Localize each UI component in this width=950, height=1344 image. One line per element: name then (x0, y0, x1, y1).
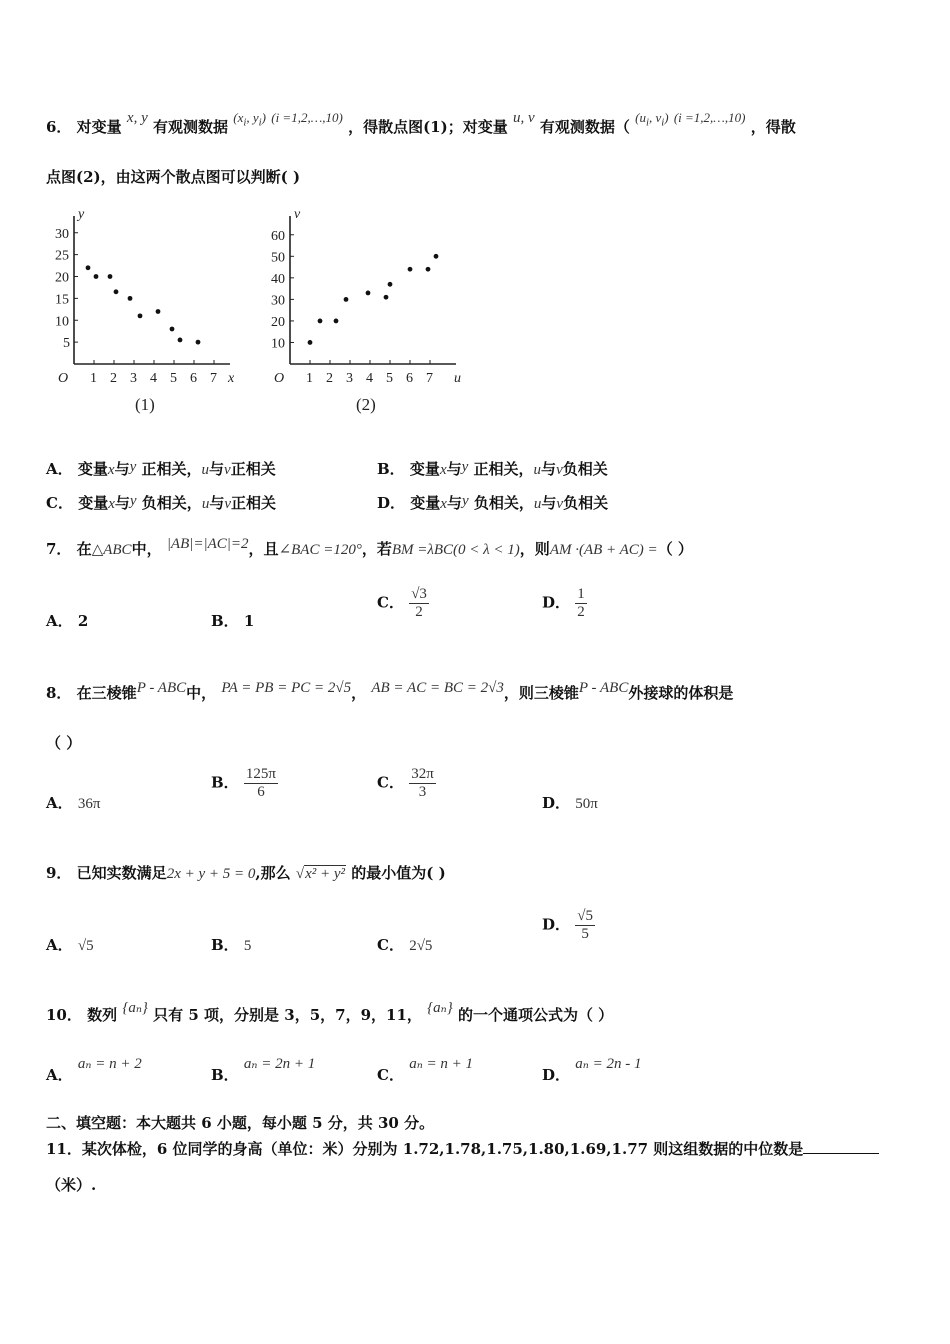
y-tick-label: 5 (63, 336, 70, 352)
denominator: 2 (577, 604, 585, 620)
option-value: √5 (77, 938, 94, 954)
q7-text: ，若 (361, 540, 392, 558)
data-point (308, 340, 313, 345)
data-point (114, 289, 119, 294)
q6-data-xy-text: (x (233, 110, 244, 125)
q7-text: ，且 (248, 540, 279, 558)
q8-text: ， (351, 684, 367, 702)
option-label: B． (211, 1066, 239, 1084)
q10-number: 10． (46, 1006, 82, 1024)
q10-option-b[interactable] (211, 1052, 316, 1084)
figure-caption: (1) (135, 395, 155, 414)
option-text: 变量 (77, 460, 108, 478)
data-point (388, 282, 393, 287)
y-tick-label: 50 (271, 250, 285, 266)
option-text: 与 (446, 460, 462, 478)
q8-option-d[interactable] (542, 792, 598, 813)
q10-option-d[interactable] (542, 1052, 642, 1084)
q7-cond3: BM =λBC(0 < λ < 1) (391, 542, 520, 558)
q9-text: 已知实数满足 (76, 864, 167, 882)
q6-range-1: (i =1,2,…,10) (271, 110, 343, 125)
option-text: 正相关 (230, 460, 276, 478)
q10-option-c[interactable] (377, 1052, 474, 1084)
q7-expr: AM ·(AB + AC) = (549, 542, 658, 558)
numerator: 1 (577, 586, 585, 602)
x-tick-label: 7 (210, 371, 217, 386)
q8-pyramid: P - ABC (136, 680, 187, 696)
x-tick-label: 1 (306, 371, 313, 386)
q6-line2: 点图(2)，由这两个散点图可以判断( ) (46, 168, 301, 186)
option-value: 2√5 (409, 938, 433, 954)
fraction (244, 766, 278, 801)
denominator: 5 (581, 926, 589, 942)
q8-number: 8． (46, 684, 72, 702)
data-point (156, 309, 161, 314)
q8-text: 外接球的体积是 (628, 684, 734, 702)
q10-text: 只有 5 项，分别是 3，5，7，9，11， (153, 1006, 422, 1024)
q6-text: ，得散 (750, 118, 796, 136)
numerator: √5 (577, 908, 593, 924)
option-text: 与 (446, 494, 462, 512)
q6-text: ，得散点图(1)；对变量 (348, 118, 508, 136)
denominator: 6 (257, 784, 265, 800)
x-tick-label: 3 (130, 371, 137, 386)
x-tick-label: 1 (90, 371, 97, 386)
q11-line2: （米）. (46, 1176, 97, 1194)
q9-cond: 2x + y + 5 = 0 (166, 866, 256, 882)
q6-vars-xy: x, y (126, 110, 148, 126)
q7-option-b[interactable] (211, 610, 254, 631)
q7-option-d[interactable] (542, 586, 587, 621)
data-point (94, 274, 99, 279)
option-value: aₙ = 2n - 1 (575, 1056, 642, 1072)
q7-number: 7． (46, 540, 72, 558)
option-label: A． (46, 460, 73, 478)
data-point (426, 267, 431, 272)
y-axis-label: v (294, 207, 301, 222)
option-label: A． (46, 936, 73, 954)
data-point (138, 313, 143, 318)
option-text: 负相关 (562, 460, 608, 478)
q10-option-a[interactable] (46, 1052, 142, 1084)
option-value: 2 (77, 612, 89, 630)
y-tick-label: 30 (55, 226, 69, 242)
figure-caption: (2) (356, 395, 376, 414)
q8-pyramid: P - ABC (578, 680, 629, 696)
q11-line1 (46, 1138, 879, 1159)
option-label: D． (542, 1066, 571, 1084)
q11-answer-blank[interactable] (803, 1153, 879, 1154)
y-axis-label: y (78, 207, 85, 222)
q6-option-b[interactable]: B． 变量x与y 正相关，u与v负相关 (377, 459, 608, 478)
y-tick-label: 15 (55, 292, 69, 308)
option-label: C． (46, 494, 73, 512)
fraction (575, 586, 587, 621)
q8-text: ，则三棱锥 (503, 684, 579, 702)
fraction (575, 908, 595, 943)
q7-cond1: |AB|=|AC|=2 (166, 536, 249, 552)
q10-line1 (46, 1000, 614, 1025)
q8-text: 中， (186, 684, 217, 702)
option-label: B． (211, 936, 239, 954)
y-tick-label: 40 (271, 271, 285, 287)
q6-vars-uv: u, v (512, 110, 535, 126)
numerator: √3 (411, 586, 427, 602)
x-axis-label: x (228, 371, 235, 386)
q9-option-a[interactable] (46, 934, 94, 955)
y-tick-label: 20 (271, 314, 285, 330)
x-tick-label: 2 (110, 371, 117, 386)
y-tick-label: 10 (55, 314, 69, 330)
x-axis-label: u (454, 371, 461, 386)
option-value: 50π (575, 796, 598, 812)
x-tick-label: 6 (190, 371, 197, 386)
q6-number: 6． (46, 118, 72, 136)
q7-text: 中， (131, 540, 162, 558)
option-label: C． (377, 593, 404, 612)
option-text: 与 (209, 460, 225, 478)
option-label: B． (211, 612, 239, 630)
q7-text: （ ） (657, 540, 693, 558)
q6-text: 有观测数据（ (539, 118, 630, 136)
option-text: 与 (541, 460, 557, 478)
x-tick-label: 2 (326, 371, 333, 386)
q10-sequence: {aₙ} (427, 1000, 453, 1016)
q6-option-d[interactable]: D． 变量x与y 负相关，u与v负相关 (377, 493, 609, 512)
option-text: 变量 (78, 494, 109, 512)
x-tick-label: 6 (406, 371, 413, 386)
option-text: 负相关， (473, 494, 534, 512)
data-point (170, 327, 175, 332)
q9-option-c[interactable] (377, 934, 432, 955)
data-point (366, 291, 371, 296)
option-label: B． (377, 460, 405, 478)
option-text: 与 (209, 494, 225, 512)
option-text: 正相关， (473, 460, 534, 478)
q7-option-a[interactable] (46, 610, 88, 631)
data-point (178, 338, 183, 343)
option-label: C． (377, 1066, 404, 1084)
q9-line1 (46, 862, 446, 883)
option-label: D． (542, 915, 571, 934)
q6-option-a[interactable]: A． 变量x与y 正相关，u与v正相关 (46, 459, 276, 478)
numerator: 32π (411, 766, 434, 782)
data-point (344, 297, 349, 302)
q6-line1 (46, 110, 796, 139)
x-tick-label: 4 (150, 371, 157, 386)
x-tick-label: 5 (170, 371, 177, 386)
q7-triangle: △ABC (91, 542, 132, 558)
data-point (384, 295, 389, 300)
q10-sequence: {aₙ} (122, 1000, 148, 1016)
denominator: 2 (415, 604, 423, 620)
q7-text: 在 (76, 540, 92, 558)
option-value: 1 (243, 612, 255, 630)
y-tick-label: 20 (55, 270, 69, 286)
q9-option-b[interactable] (211, 934, 251, 955)
q8-option-b[interactable] (211, 766, 278, 801)
option-text: 变量 (410, 494, 441, 512)
q10-text: 的一个通项公式为（ ） (457, 1006, 614, 1024)
data-point (318, 319, 323, 324)
data-point (86, 265, 91, 270)
denominator: 3 (418, 784, 427, 800)
q6-option-c[interactable]: C． 变量x与y 负相关，u与v正相关 (46, 493, 277, 512)
option-label: A． (46, 794, 73, 812)
q9-sqrt: √x² + y² (295, 866, 346, 882)
option-label: A． (46, 612, 73, 630)
y-tick-label: 60 (271, 228, 285, 244)
option-value: 36π (77, 796, 101, 812)
origin-label: O (274, 371, 285, 386)
q9-number: 9． (46, 864, 72, 882)
fraction (409, 586, 429, 621)
x-tick-label: 5 (386, 371, 393, 386)
q7-option-c[interactable] (377, 586, 429, 621)
y-tick-label: 30 (271, 293, 285, 309)
option-text: 负相关， (141, 494, 202, 512)
option-text: 负相关 (563, 494, 609, 512)
x-tick-label: 4 (366, 371, 373, 386)
option-label: D． (377, 494, 406, 512)
option-text: 与 (114, 460, 130, 478)
q7-cond2: ∠BAC =120° (278, 542, 362, 558)
data-point (334, 319, 339, 324)
x-tick-label: 3 (346, 371, 353, 386)
q8-option-a[interactable] (46, 792, 100, 813)
q6-text: 对变量 (76, 118, 122, 136)
option-text: 正相关 (231, 494, 277, 512)
q11-text: 11．某次体检，6 位同学的身高（单位：米）分别为 1.72,1.78,1.75,1.80,1.69,1.77 则这组数据的中位数是 (46, 1140, 804, 1158)
scatter-plot-2 (260, 198, 480, 428)
q9-option-d[interactable] (542, 908, 595, 943)
q9-text: ,那么 (255, 864, 291, 882)
option-value: aₙ = n + 2 (77, 1056, 142, 1072)
q6-data-uv: ($u_i$, $v_i$) (635, 110, 669, 129)
y-tick-label: 25 (55, 248, 69, 264)
data-point (434, 254, 439, 259)
q6-data-xy: ($x_i$, $y_i$) (233, 110, 266, 129)
option-text: 正相关， (141, 460, 202, 478)
option-text: 变量 (409, 460, 440, 478)
numerator: 125π (245, 766, 276, 782)
data-point (108, 274, 113, 279)
option-text: 与 (541, 494, 557, 512)
option-label: D． (542, 593, 571, 612)
scatter-plot-1 (46, 198, 246, 428)
q8-option-c[interactable] (377, 766, 436, 801)
q6-range-2: (i =1,2,…,10) (673, 110, 746, 125)
option-label: B． (211, 773, 239, 792)
q9-text: 的最小值为( ) (351, 864, 446, 882)
section-2-heading: 二、填空题：本大题共 6 小题，每小题 5 分，共 30 分。 (46, 1114, 435, 1132)
option-label: C． (377, 936, 404, 954)
origin-label: O (58, 371, 69, 386)
q7-text: ，则 (519, 540, 550, 558)
data-point (196, 340, 201, 345)
data-point (408, 267, 413, 272)
q10-text: 数列 (87, 1006, 118, 1024)
option-value: aₙ = 2n + 1 (243, 1056, 316, 1072)
option-text: 与 (114, 494, 130, 512)
q8-line2: （ ） (46, 734, 82, 752)
q8-line1 (46, 682, 733, 703)
option-value: aₙ = n + 1 (409, 1056, 474, 1072)
q7-line1 (46, 538, 693, 559)
fraction (409, 766, 436, 801)
option-label: A． (46, 1066, 73, 1084)
q6-text: 有观测数据 (152, 118, 228, 136)
y-tick-label: 10 (271, 336, 285, 352)
option-label: D． (542, 794, 571, 812)
q8-text: 在三棱锥 (76, 684, 137, 702)
q9-expr: x² + y² (305, 866, 346, 882)
q8-cond2: AB = AC = BC = 2√3 (371, 680, 504, 696)
x-tick-label: 7 (426, 371, 433, 386)
q8-cond1: PA = PB = PC = 2√5 (221, 680, 352, 696)
option-value: 5 (243, 938, 252, 954)
option-label: C． (377, 773, 404, 792)
data-point (128, 296, 133, 301)
